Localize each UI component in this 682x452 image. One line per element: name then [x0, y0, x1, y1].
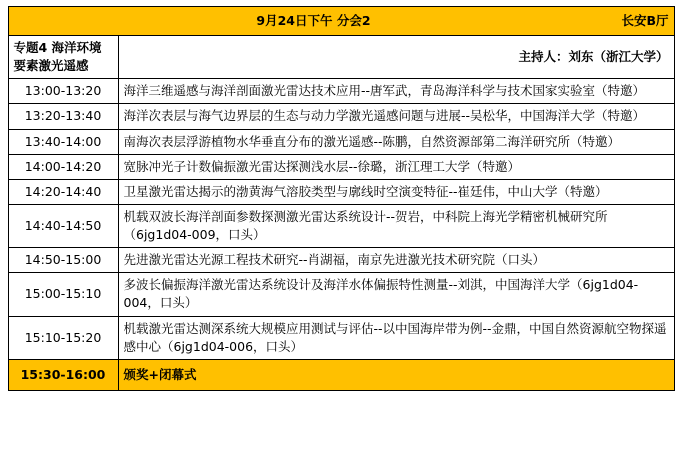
row-time: 14:00-14:20: [8, 154, 118, 179]
row-time: 14:20-14:40: [8, 179, 118, 204]
header-date-session: 9月24日下午 分会2: [256, 12, 371, 28]
row-title: 多波长偏振海洋激光雷达系统设计及海洋水体偏振特性测量--刘淇，中国海洋大学（6jg1d04-004，口头）: [118, 273, 674, 316]
row-title: 先进激光雷达光源工程技术研究--肖湖福，南京先进激光技术研究院（口头）: [118, 248, 674, 273]
schedule-table: [8, 6, 675, 391]
table-row: [8, 316, 674, 359]
table-row: [8, 129, 674, 154]
row-title: 南海次表层浮游植物水华垂直分布的激光遥感--陈鹏，自然资源部第二海洋研究所（特邀）: [118, 129, 674, 154]
table-row: [8, 104, 674, 129]
table-row: [8, 79, 674, 104]
header-venue: 长安B厅: [621, 12, 669, 28]
table-row: [8, 154, 674, 179]
row-time: 14:50-15:00: [8, 248, 118, 273]
row-title: 海洋三维遥感与海洋剖面激光雷达技术应用--唐军武，青岛海洋科学与技术国家实验室（特邀）: [118, 79, 674, 104]
closing-title: 颁奖+闭幕式: [118, 359, 674, 390]
row-title: 机载激光雷达测深系统大规模应用测试与评估--以中国海岸带为例--金鼎，中国自然资源航空物探遥感中心（6jg1d04-006，口头）: [118, 316, 674, 359]
row-time: 13:40-14:00: [8, 129, 118, 154]
row-title: 卫星激光雷达揭示的渤黄海气溶胶类型与廓线时空演变特征--崔廷伟，中山大学（特邀）: [118, 179, 674, 204]
row-time: 13:00-13:20: [8, 79, 118, 104]
schedule-document: [0, 6, 682, 452]
row-time: 13:20-13:40: [8, 104, 118, 129]
session-title: 专题4 海洋环境要素激光遥感: [8, 36, 118, 79]
row-time: 14:40-14:50: [8, 204, 118, 247]
row-title: 海洋次表层与海气边界层的生态与动力学激光遥感问题与进展--吴松华，中国海洋大学（特邀）: [118, 104, 674, 129]
session-subheader-row: [8, 36, 674, 79]
row-time: 15:00-15:10: [8, 273, 118, 316]
table-row: [8, 273, 674, 316]
row-time: 15:10-15:20: [8, 316, 118, 359]
closing-ceremony-row: [8, 359, 674, 390]
table-row: [8, 248, 674, 273]
row-title: 宽脉冲光子计数偏振激光雷达探测浅水层--徐璐，浙江理工大学（特邀）: [118, 154, 674, 179]
header-banner: [8, 7, 674, 36]
row-title: 机载双波长海洋剖面参数探测激光雷达系统设计--贺岩，中科院上海光学精密机械研究所（6jg1d04-009，口头）: [118, 204, 674, 247]
table-header-row: [8, 7, 674, 36]
table-row: [8, 179, 674, 204]
table-row: [8, 204, 674, 247]
closing-time: 15:30-16:00: [8, 359, 118, 390]
session-chair: 主持人：刘东（浙江大学）: [118, 36, 674, 79]
